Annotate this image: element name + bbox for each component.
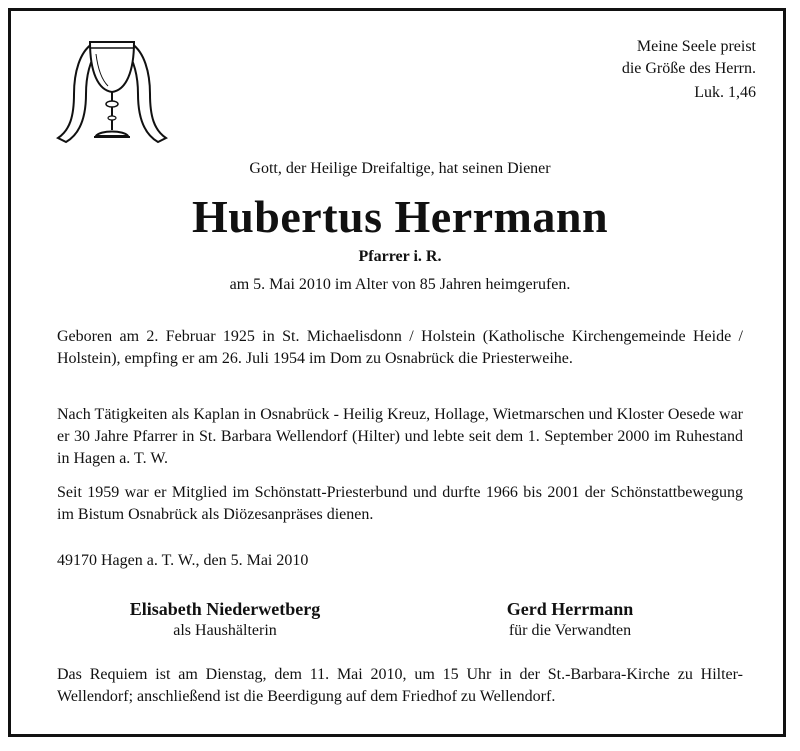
signatory-name: Elisabeth Niederwetberg <box>129 599 321 619</box>
signatory-2 <box>450 598 690 642</box>
chalice-with-stole-icon <box>52 32 172 150</box>
verse-line-2: die Größe des Herrn. <box>621 60 756 77</box>
biography-paragraph-2: Nach Tätigkeiten als Kaplan in Osnabrück - Heilig Kreuz, Hollage, Wietmarschen und Kloster Oesede war er 30 Jahre Pfarrer in St. Barbara Wellendorf (Hilter) und lebte seit dem 1. September 2000 im Ruhestand in Hagen a. T. W. <box>57 406 743 467</box>
signatory-1 <box>80 598 370 642</box>
deceased-title: Pfarrer i. R. <box>358 248 442 265</box>
death-note: am 5. Mai 2010 im Alter von 85 Jahren heimgerufen. <box>229 276 571 293</box>
biography-paragraph-1: Geboren am 2. Februar 1925 in St. Michaelisdonn / Holstein (Katholische Kirchengemeinde Heide / Holstein), empfing er am 26. Juli 1954 im Dom zu Osnabrück die Priesterweihe. <box>57 328 743 367</box>
intro-line: Gott, der Heilige Dreifaltige, hat seinen Diener <box>249 160 551 177</box>
requiem-notice: Das Requiem ist am Dienstag, dem 11. Mai 2010, um 15 Uhr in der St.-Barbara-Kirche zu Hilter-Wellendorf; anschließend ist die Beerdigung auf dem Friedhof zu Wellendorf. <box>57 666 743 705</box>
signatory-name: Gerd Herrmann <box>506 599 634 619</box>
place-date: 49170 Hagen a. T. W., den 5. Mai 2010 <box>57 552 309 569</box>
signatory-role: als Haushälterin <box>173 622 277 639</box>
deceased-name: Hubertus Herrmann <box>191 191 609 242</box>
verse-reference: Luk. 1,46 <box>694 84 756 101</box>
bible-verse <box>622 36 756 104</box>
verse-line-1: Meine Seele preist <box>636 38 756 55</box>
biography-paragraph-3: Seit 1959 war er Mitglied im Schönstatt-Priesterbund und durfte 1966 bis 2001 der Schönstattbewegung im Bistum Osnabrück als Diözesanpräses dienen. <box>57 484 743 523</box>
signatory-role: für die Verwandten <box>508 622 632 639</box>
